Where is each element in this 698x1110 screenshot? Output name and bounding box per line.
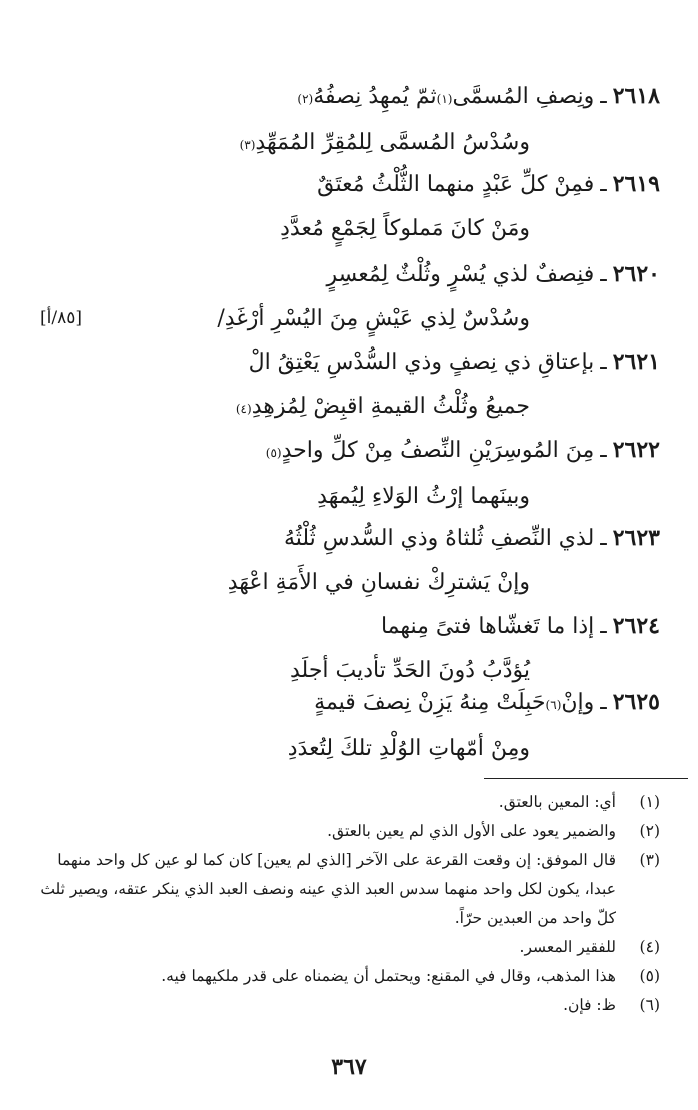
verse-number: ٢٦٢١ <box>612 349 660 375</box>
verse-2618 <box>40 74 660 167</box>
footnote-number: (٥) <box>639 967 660 985</box>
verse-line-2 <box>40 385 660 431</box>
footnote <box>40 933 660 962</box>
footnotes <box>40 788 660 1020</box>
verse-text: فنِصفٌ لذي يُسْرٍ وثُلْثٌ لِمُعسِرٍ <box>326 262 595 287</box>
verse-text: إذا ما تَغشّاها فتىً مِنهما <box>380 614 595 639</box>
verse-number: ٢٦٢٥ <box>612 689 660 715</box>
verse-2619 <box>40 162 660 251</box>
verse-line-1: ٢٦١٩ ـ فمِنْ كلِّ عَبْدٍ منهما الثُّلْثُ مُعتَقٌ <box>40 162 660 207</box>
verse-line-1: ٢٦٢٣ ـ لذي النِّصفِ ثُلثاهُ وذي السُّدسِ ثُلْثُهُ <box>40 516 660 561</box>
footnote-number: (٦) <box>639 996 660 1014</box>
verse-number: ٢٦١٩ <box>612 171 660 197</box>
footnote-number: (٤) <box>639 938 660 956</box>
verse-line-2 <box>40 475 660 519</box>
verse-number: ٢٦١٨ <box>612 83 660 109</box>
footnote-text: للفقير المعسر. <box>519 938 616 956</box>
footnote-ref: (٢) <box>297 92 314 106</box>
verse-line-1: ٢٦١٨ ـ ونِصفِ المُسمَّى (١) ثمّ يُمهِدُ نِصفُهُ (٢) <box>40 74 660 121</box>
verse-line-2 <box>40 297 660 341</box>
verse-text: جميعُ وثُلْثُ القيمةِ اقبِضْ لِمُزهِدِ <box>251 394 530 419</box>
verse-text: يُؤدَّبُ دُونَ الحَدِّ تأديبَ أجلَدِ <box>289 658 530 683</box>
verse-text: وإنْ يَشترِكْ نفسانِ في الأَمَةِ اعْهَدِ <box>227 570 530 595</box>
verse-text: وسُدْسُ المُسمَّى لِلمُقِرِّ المُمَهِّدِ <box>255 130 530 155</box>
verse-number: ٢٦٢٠ <box>612 261 660 287</box>
verse-2620 <box>40 252 660 341</box>
footnote <box>40 991 660 1020</box>
verse-text: بإعتاقِ ذي نِصفٍ وذي السُّدْسِ يَعْتِقُ الْ <box>248 350 595 375</box>
footnote <box>40 962 660 991</box>
verse-text: ومَنْ كانَ مَملوكاً لِجَمْعٍ مُعدَّدِ <box>280 216 530 241</box>
verse-2621 <box>40 340 660 431</box>
verse-text: وبينَهما إرْثُ الوَلاءِ لِيُمهَدِ <box>317 484 530 509</box>
page-number: ٣٦٧ <box>331 1054 367 1080</box>
footnote-number: (٣) <box>639 851 660 869</box>
footnote-text: ظ: فإن. <box>563 996 616 1014</box>
verse-text: ثمّ يُمهِدُ نِصفُهُ <box>313 84 437 109</box>
footnote-text: هذا المذهب، وقال في المقنع: ويحتمل أن يضمناه على قدر ملكيهما فيه. <box>161 967 616 985</box>
footnote-divider <box>484 778 688 779</box>
footnote-ref: (١) <box>436 92 453 106</box>
verse-line-1: ٢٦٢٤ ـ إذا ما تَغشّاها فتىً مِنهما <box>40 604 660 649</box>
footnote-ref: (٥) <box>265 446 282 460</box>
verse-text: مِنَ المُوسِرَيْنِ النِّصفُ مِنْ كلِّ واحدٍ <box>281 438 595 463</box>
verse-2625 <box>40 680 660 771</box>
verse-2622 <box>40 428 660 519</box>
verse-text: حَبِلَتْ مِنهُ يَزِنْ نِصفَ قيمةٍ <box>314 690 546 715</box>
footnote-text: قال الموفق: إن وقعت القرعة على الآخر [الذي لم يعين] كان كما لو عين كل واحد منهما عبدا، يكون لكل واحد منهما سدس العبد الذي عينه ونصف العبد الذي ينكر عتقه، ويصير ثلث كلّ واحد من العبدين حرّاً. <box>40 851 616 927</box>
footnote-ref: (٤) <box>235 402 252 416</box>
footnote-ref: (٦) <box>545 698 562 712</box>
footnote-text: أي: المعين بالعتق. <box>498 793 616 811</box>
verse-line-1: ٢٦٢٥ ـ وإنْ (٦) حَبِلَتْ مِنهُ يَزِنْ نِصفَ قيمةٍ <box>40 680 660 727</box>
verse-text: وإنْ <box>561 690 595 715</box>
verse-line-1: ٢٦٢٠ ـ فنِصفٌ لذي يُسْرٍ وثُلْثٌ لِمُعسِرٍ <box>40 252 660 297</box>
verse-line-2 <box>40 561 660 605</box>
folio-marker: [٨٥/أ] <box>40 308 82 328</box>
verse-line-2 <box>40 121 660 167</box>
footnote <box>40 788 660 817</box>
footnote <box>40 817 660 846</box>
verse-text: لذي النِّصفِ ثُلثاهُ وذي السُّدسِ ثُلْثُهُ <box>283 526 595 551</box>
verse-line-1: ٢٦٢١ ـ بإعتاقِ ذي نِصفٍ وذي السُّدْسِ يَعْتِقُ الْ <box>40 340 660 385</box>
footnote-ref: (٣) <box>239 138 256 152</box>
verse-text: ونِصفِ المُسمَّى <box>452 84 595 109</box>
verse-line-2 <box>40 207 660 251</box>
verse-text: وسُدْسٌ لِذي عَيْشٍ مِنَ اليُسْرِ أرْغَدِ/ <box>217 306 530 331</box>
verse-number: ٢٦٢٢ <box>612 437 660 463</box>
verse-number: ٢٦٢٣ <box>612 525 660 551</box>
verse-text: فمِنْ كلِّ عَبْدٍ منهما الثُّلْثُ مُعتَقٌ <box>317 172 595 197</box>
footnote-number: (١) <box>639 793 660 811</box>
verse-line-2 <box>40 727 660 771</box>
footnote <box>40 846 660 933</box>
verse-line-1: ٢٦٢٢ ـ مِنَ المُوسِرَيْنِ النِّصفُ مِنْ كلِّ واحدٍ (٥) <box>40 428 660 475</box>
footnote-number: (٢) <box>639 822 660 840</box>
verse-2623 <box>40 516 660 605</box>
verse-text: ومِنْ أمّهاتِ الوُلْدِ تلكَ لِتُعدَدِ <box>287 736 530 761</box>
footnote-text: والضمير يعود على الأول الذي لم يعين بالعتق. <box>327 822 616 840</box>
verse-number: ٢٦٢٤ <box>612 613 660 639</box>
